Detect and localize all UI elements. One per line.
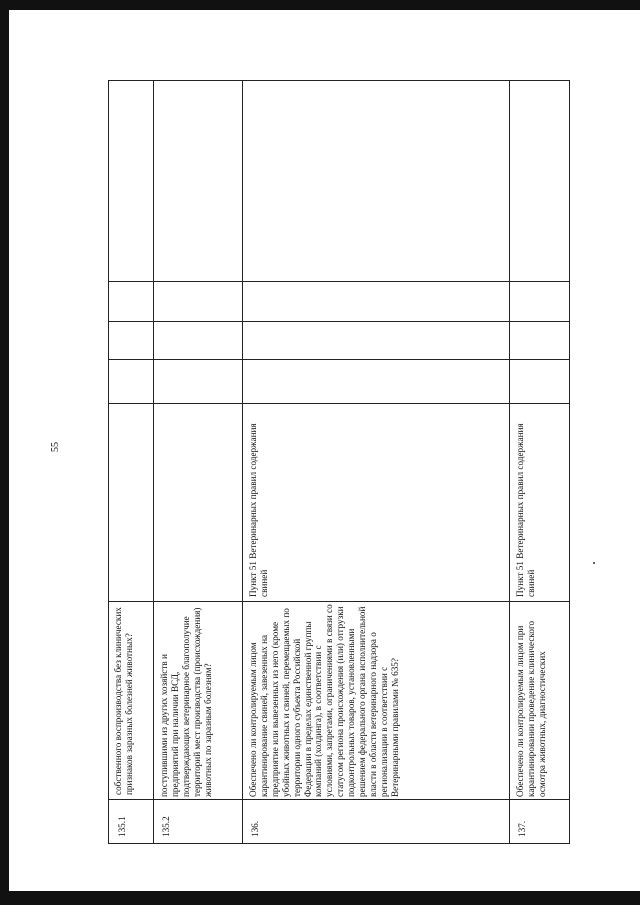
column-divider <box>109 321 569 322</box>
question-text: Обеспечено ли контролируемым лицом при карантинировании проведение клинического осмотра животных, диагностических <box>515 620 547 797</box>
checklist-table <box>108 80 570 844</box>
row-id: 135.1 <box>117 816 127 837</box>
reference-text: Пункт 51 Ветеринарных правил содержания свиней <box>248 423 269 597</box>
row-id: 135.2 <box>161 816 171 837</box>
row-id: 136. <box>250 820 260 837</box>
question-cell <box>509 601 569 799</box>
question-cell <box>153 601 242 799</box>
scan-border-bottom <box>0 891 640 905</box>
scan-border-top <box>0 0 640 10</box>
question-text: собственного воспроизводства без клинических признаков заразных болезней животных? <box>113 607 134 795</box>
row-id-cell <box>509 799 569 843</box>
reference-cell <box>509 403 569 601</box>
row-id-cell <box>109 799 153 843</box>
question-cell <box>242 601 509 799</box>
question-text: Обеспечено ли контролируемым лицом карантинирование свиней, завезенных на предприятие или вывезенных из него (кроме убойных животных и свиней, перемещаемых по территории одного субъекта Российской Федерации в пределах единственной группы компаний (холдинга), в соответствии с условиями, запретами, ограничениями в связи со статусом региона происхождения (или) отгрузки подконтрольных товаров, установленными решением федерального органа исполнительной власти в области ветеринарного надзора о регионализации в соответствии с Ветеринарными правилами № 635? <box>248 604 400 797</box>
question-cell <box>109 601 153 799</box>
page-number: 55 <box>50 442 61 452</box>
reference-cell <box>242 403 509 601</box>
column-divider <box>109 359 569 360</box>
scan-speck <box>593 562 595 564</box>
column-divider <box>109 281 569 282</box>
row-id-cell <box>242 799 509 843</box>
row-id: 137. <box>517 820 527 837</box>
scan-border-left <box>0 0 9 905</box>
row-id-cell <box>153 799 242 843</box>
question-text: поступившими из других хозяйств и предприятий при наличии ВСД, подтверждающих ветеринарное благополучие территорий мест производства (происхождения) животных по заразным болезням? <box>159 607 213 797</box>
reference-text: Пункт 51 Ветеринарных правил содержания свиней <box>515 423 536 597</box>
